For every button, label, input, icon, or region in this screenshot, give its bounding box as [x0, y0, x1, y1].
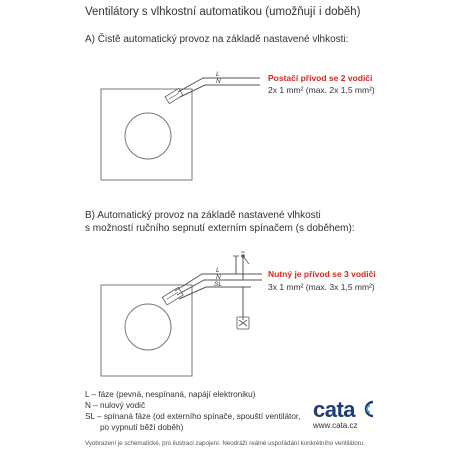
note-b-spec: 3x 1 mm² (max. 3x 1,5 mm²): [268, 282, 375, 292]
footer-disclaimer: Vyobrazení je schematické, pro ilustraci zapojení. Neodráží reálné uspořádání konkrétního ventilátoru.: [85, 440, 366, 447]
section-b-heading-1: B) Automatický provoz na základě nastavené vlhkosti: [85, 210, 321, 221]
wires-b: [175, 256, 262, 320]
section-a-heading: A) Čistě automatický provoz na základě nastavené vlhkosti:: [85, 34, 349, 45]
section-b-heading-2: s možností ručního sepnutí externím spínačem (s doběhem):: [85, 223, 355, 234]
wire-label-a-n: N: [216, 78, 221, 85]
legend-line-3: SL – spínaná fáze (od externího spínače, spouští ventilátor,: [85, 412, 301, 421]
brand-logo: cata: [313, 397, 356, 422]
legend-line-4: po vypnutí běží doběh): [100, 423, 184, 432]
note-a-spec: 2x 1 mm² (max. 2x 1,5 mm²): [268, 85, 375, 95]
wire-label-b-sl: SL: [214, 281, 222, 288]
wire-label-b-l: L: [216, 267, 220, 274]
note-a-red: Postačí přívod se 2 vodiči: [268, 73, 373, 83]
brand-website: www.cata.cz: [313, 421, 358, 430]
note-b-red: Nutný je přívod se 3 vodiči: [268, 269, 376, 279]
fan-a: [101, 89, 192, 180]
wire-label-a-l: L: [216, 71, 220, 78]
legend-line-1: L – fáze (pevná, nespínaná, napájí elektroniku): [85, 390, 256, 399]
wire-label-b-n: N: [216, 274, 221, 281]
page-title: Ventilátory s vlhkostní automatikou (umožňují i doběh): [85, 6, 361, 18]
brand-mark-icon: [362, 400, 378, 418]
connector-b: [162, 287, 183, 305]
fan-b: [101, 285, 192, 376]
legend-line-2: N – nulový vodič: [85, 401, 146, 410]
